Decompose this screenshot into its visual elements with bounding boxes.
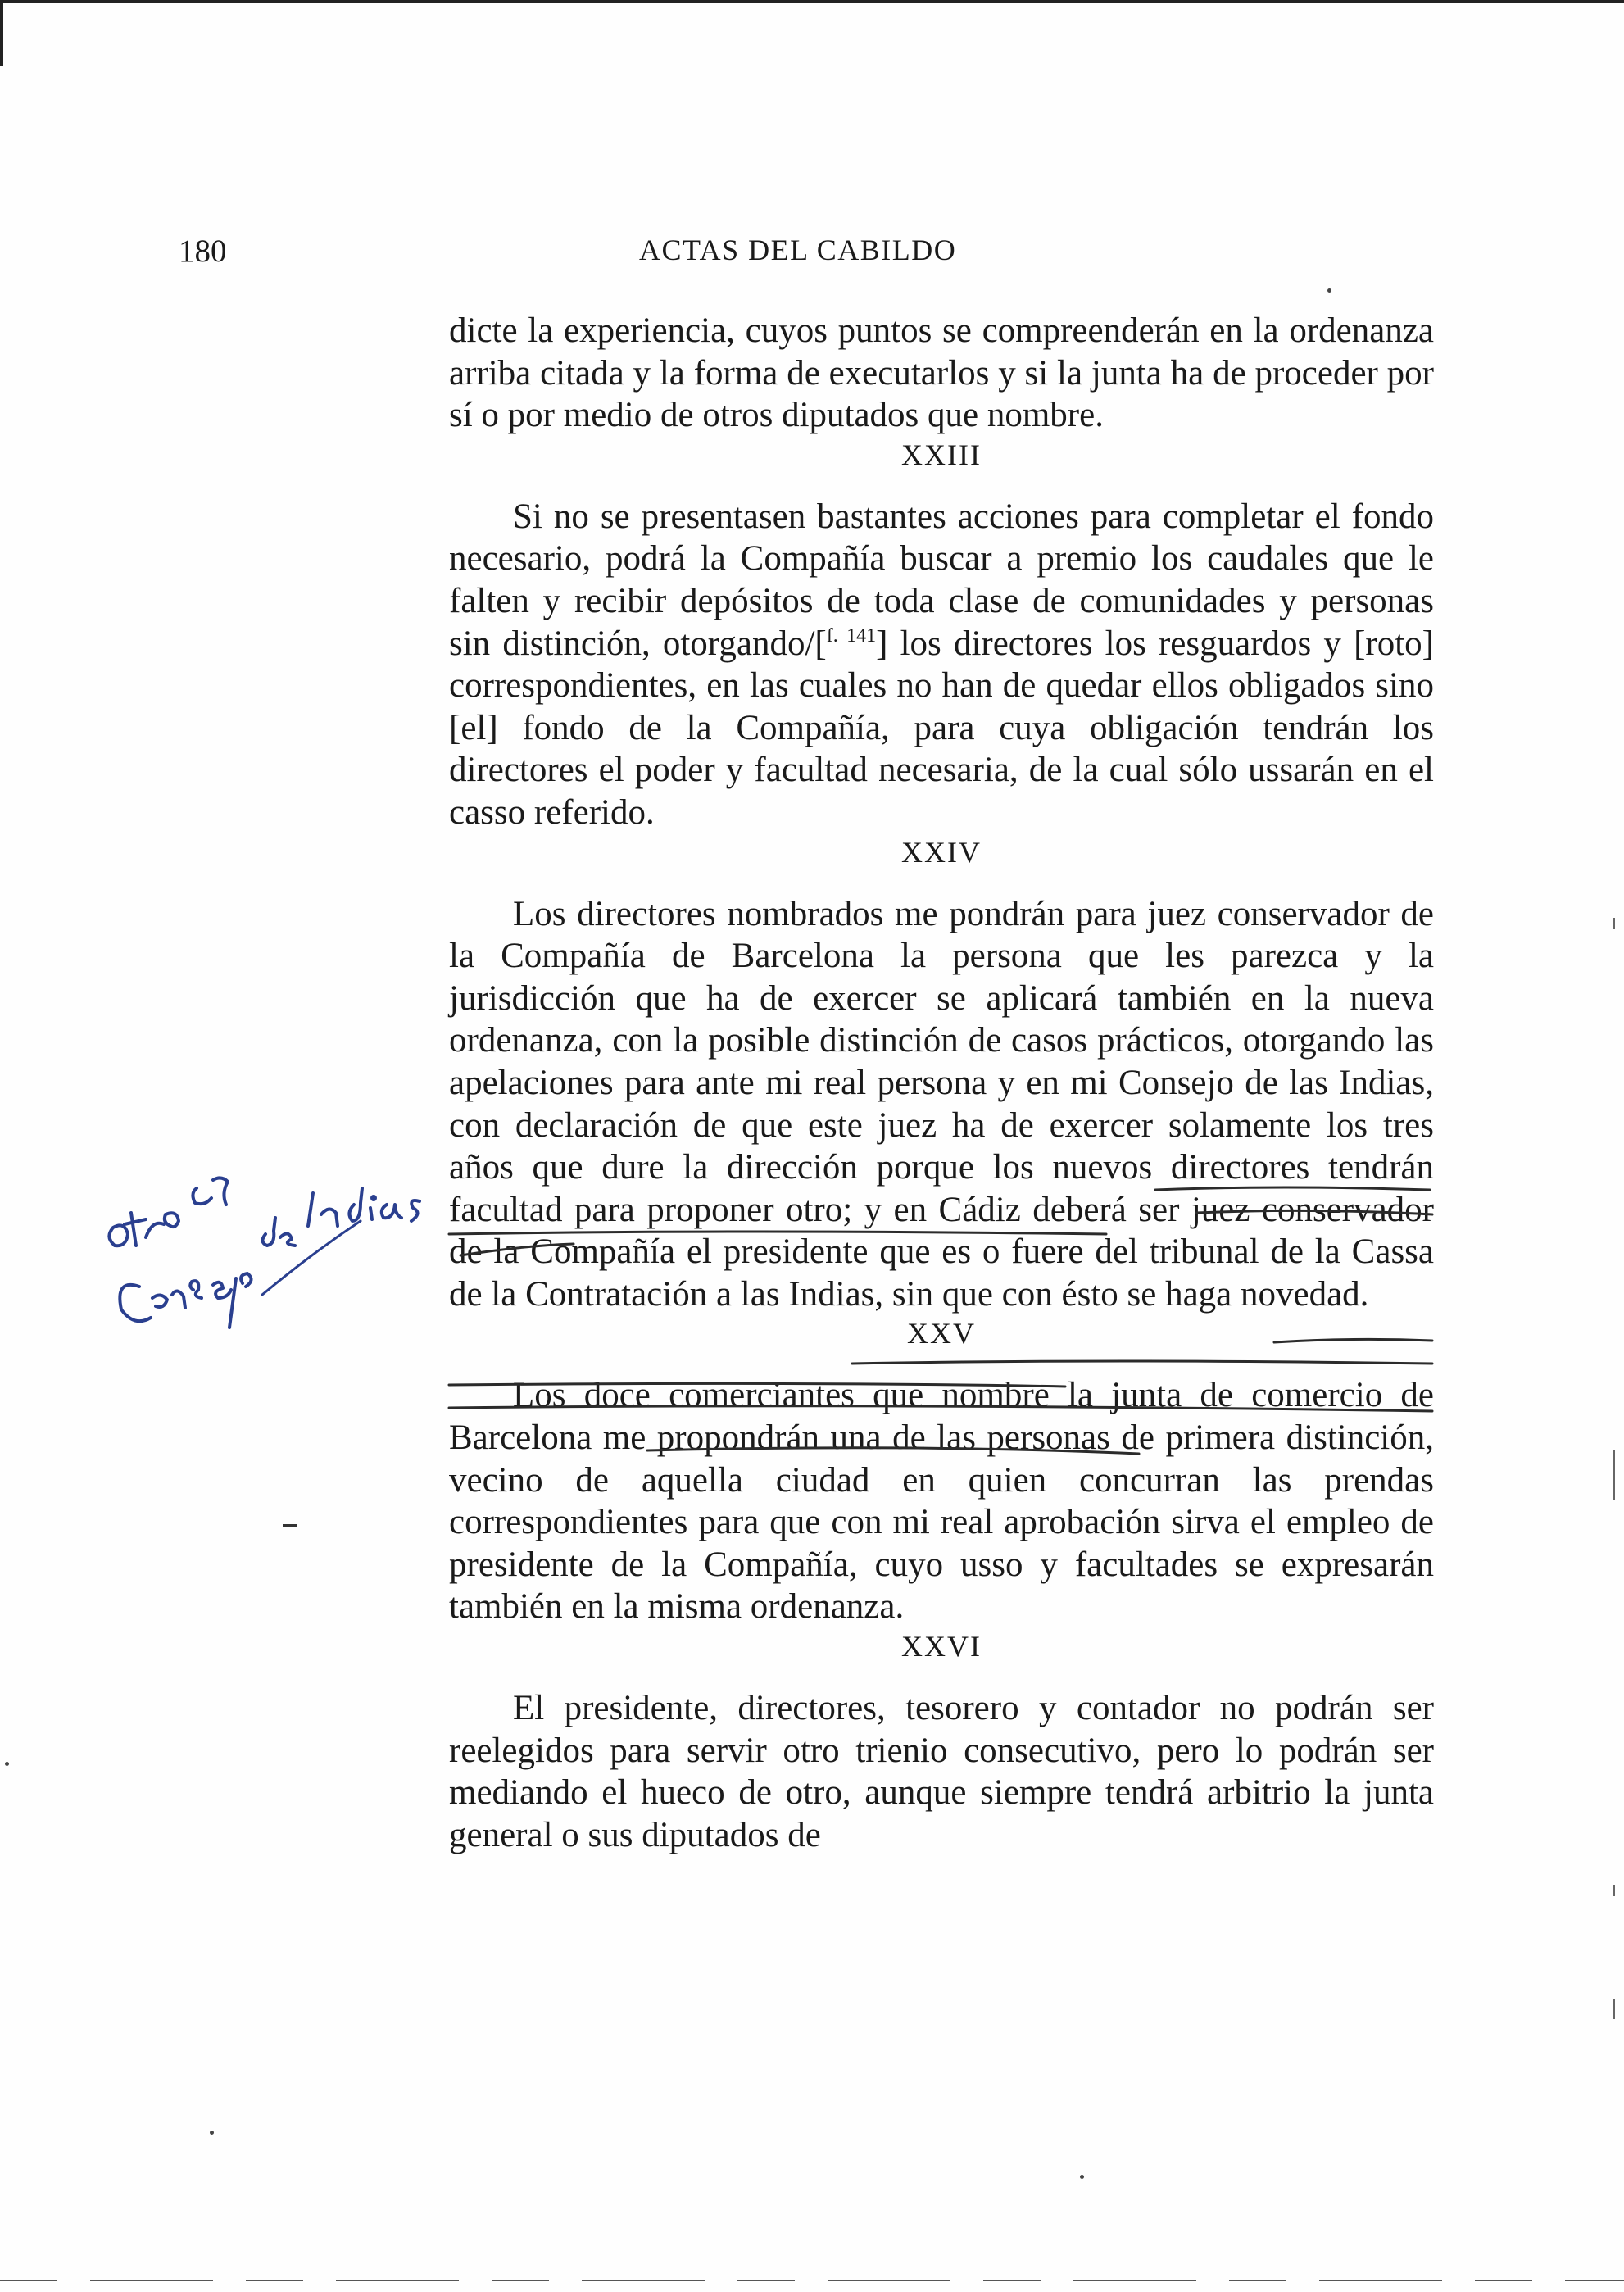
scan-speck <box>1613 1450 1615 1500</box>
paragraph-xxvi: El presidente, directores, tesorero y contador no podrán ser reelegidos para servir otro trienio consecutivo, pero lo podrán ser mediando el hueco de otro, aunque siempre tendrá arbitrio la junta general o sus diputados de <box>449 1689 1434 1854</box>
scan-speck <box>1613 1885 1615 1896</box>
handwritten-marginal-note <box>98 1123 426 1336</box>
section-numeral-xxiii: XXIII <box>901 438 982 471</box>
ink-dot <box>1327 288 1331 293</box>
folio-marker: f. 141 <box>826 624 877 647</box>
running-head: ACTAS DEL CABILDO <box>639 234 957 266</box>
scan-left-edge <box>0 0 3 66</box>
ink-dot <box>210 2131 214 2135</box>
scan-bottom-edge <box>0 2280 1624 2281</box>
paragraph-xxv: Los doce comerciantes que nombre la junta de comercio de Barcelona me propondrán una de las personas de primera distinción, vecino de aquella ciudad en quien concurran las prendas correspondientes para que con mi real aprobación sirva el empleo de presidente de la Compañía, cuyo usso y facultades se expresarán también en la misma ordenanza. <box>449 1376 1434 1627</box>
scan-speck <box>1613 918 1615 929</box>
section-numeral-xxv: XXV <box>907 1317 976 1350</box>
paragraph-xxiii <box>449 496 1434 834</box>
scan-top-edge <box>0 0 1624 3</box>
body-text <box>449 310 1434 1856</box>
section-numeral-xxvi: XXVI <box>901 1630 982 1663</box>
paragraph-xxiii-part-a: Si no se presentasen bastantes acciones para completar el fondo necesario, podrá la Compañía buscar a premio los caudales que le falten y recibir depósitos de toda clase de comunidades y personas sin distinción, otorgando/[ <box>449 497 1434 663</box>
paragraph-continuation: dicte la experiencia, cuyos puntos se compreenderán en la ordenanza arriba citada y la forma de executarlos y si la junta ha de proceder por sí o por medio de otros diputados que nombre. <box>449 311 1434 435</box>
paragraph-xxiii-part-b: ] los directores los resguardos y [roto] correspondientes, en las cuales no han de quedar ellos obligados sino [el] fondo de la Compañía, para cuya obligación tendrán los directores el poder y facultad necesaria, de la cual sólo ussarán en el casso referido. <box>449 624 1434 832</box>
page-number: 180 <box>179 234 227 269</box>
pencil-dash <box>283 1524 297 1527</box>
section-numeral-xxiv: XXIV <box>901 835 982 869</box>
scan-speck <box>1613 1999 1615 2019</box>
ink-dot <box>1080 2175 1084 2179</box>
ink-dot <box>5 1762 9 1766</box>
paragraph-xxiv: Los directores nombrados me pondrán para juez conservador de la Compañía de Barcelona la persona que les parezca y la jurisdicción que ha de exercer se aplicará también en la nueva ordenanza, con la posible distinción de casos prácticos, otorgando las apelaciones para ante mi real persona y en mi Consejo de las Indias, con declaración de que este juez ha de exercer solamente los tres años que dure la dirección porque los nuevos directores tendrán facultad para proponer otro; y en Cádiz deberá ser juez conservador de la Compañía el presidente que es o fuere del tribunal de la Cassa de la Contratación a las Indias, sin que con ésto se haga novedad. <box>449 894 1434 1314</box>
